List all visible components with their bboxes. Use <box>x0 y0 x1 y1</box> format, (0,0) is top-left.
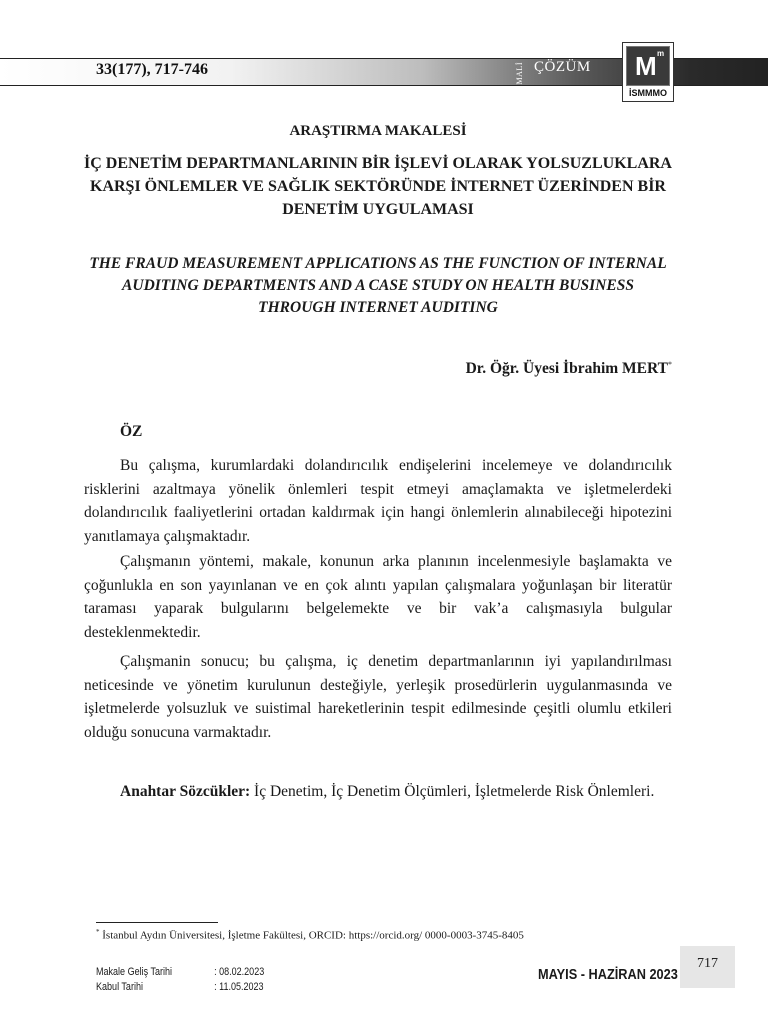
footnote-mark: * <box>96 928 100 936</box>
keywords-list: İç Denetim, İç Denetim Ölçümleri, İşletmelerde Risk Önlemleri. <box>250 783 655 800</box>
author-name: Dr. Öğr. Üyesi İbrahim MERT <box>465 360 668 378</box>
keywords <box>84 780 672 804</box>
logo-superscript: m <box>657 49 665 58</box>
received-label: Makale Geliş Tarihi <box>96 966 173 978</box>
ismmmo-logo <box>622 42 674 102</box>
journal-prefix: MALİ <box>515 62 524 85</box>
footnote <box>96 928 524 942</box>
article-type: ARAŞTIRMA MAKALESİ <box>289 123 467 139</box>
footnote-divider <box>96 922 218 923</box>
accepted-label: Kabul Tarihi <box>96 981 143 993</box>
journal-name: ÇÖZÜM <box>534 59 591 75</box>
page-number-box <box>680 946 735 988</box>
article-dates <box>96 965 264 995</box>
abstract-heading: ÖZ <box>120 423 143 440</box>
title-english: THE FRAUD MEASUREMENT APPLICATIONS AS THE FUNCTION OF INTERNAL AUDITING DEPARTMENTS AND A CASE STUDY ON HEALTH BUSINESS THROUGH INTERNET AUDITING <box>89 255 667 316</box>
accepted-date: : 11.05.2023 <box>214 981 264 993</box>
page-number: 717 <box>697 956 718 971</box>
footnote-text: İstanbul Aydın Üniversitesi, İşletme Fakültesi, ORCID: https://orcid.org/ 0000-0003-3745-8405 <box>99 929 524 942</box>
abstract-paragraph: Çalışmanin sonucu; bu çalışma, iç denetim departmanlarının iyi yapılandırılması neticesinde ve yönetim kurulunun desteğiyle, yerleşik prosedürlerin uygulanmasında ve işletmelerde yolsuzluk ve suistimal hareketlerinin tespit edilmesinde çeşitli olumlu etkileri olduğu sonucuna varmaktadır. <box>84 653 672 742</box>
title-turkish: İÇ DENETİM DEPARTMANLARININ BİR İŞLEVİ OLARAK YOLSUZLUKLARA KARŞI ÖNLEMLER VE SAĞLIK SEKTÖRÜNDE İNTERNET ÜZERİNDEN BİR DENETİM UYGULAMASI <box>84 155 672 218</box>
author <box>466 360 672 378</box>
keywords-label: Anahtar Sözcükler: <box>120 783 251 800</box>
author-footnote-mark: * <box>668 360 672 369</box>
logo-letter: M <box>635 51 657 81</box>
abstract-paragraph: Bu çalışma, kurumlardaki dolandırıcılık endişelerini incelemeye ve dolandırıcılık risklerini azaltmaya yönelik önlemleri tespit etmeyi amaçlamakta ve işletmelerdeki dolandırıcılık faaliyetlerini ortadan kaldırmak için hangi önlemlerin alınabileceği hipotezini yanıtlamaya çalışmaktadır. <box>84 457 672 546</box>
logo-mark <box>626 46 670 86</box>
received-date: : 08.02.2023 <box>214 966 265 978</box>
abstract-paragraph: Çalışmanın yöntemi, makale, konunun arka planının incelenmesiyle başlamakta ve çoğunlukla en son yayınlanan ve en çok alıntı yapılan çalışmalara yoğunlaşan bir literatür taraması yaparak bulgularını belgelemekte ve bir vak’a calışmasıyla bulgular desteklenmektedir. <box>84 553 672 642</box>
issue-date: MAYIS - HAZİRAN 2023 <box>538 966 678 983</box>
logo-text: İSMMMO <box>629 88 667 98</box>
issue-number: 33(177), 717-746 <box>96 61 208 78</box>
